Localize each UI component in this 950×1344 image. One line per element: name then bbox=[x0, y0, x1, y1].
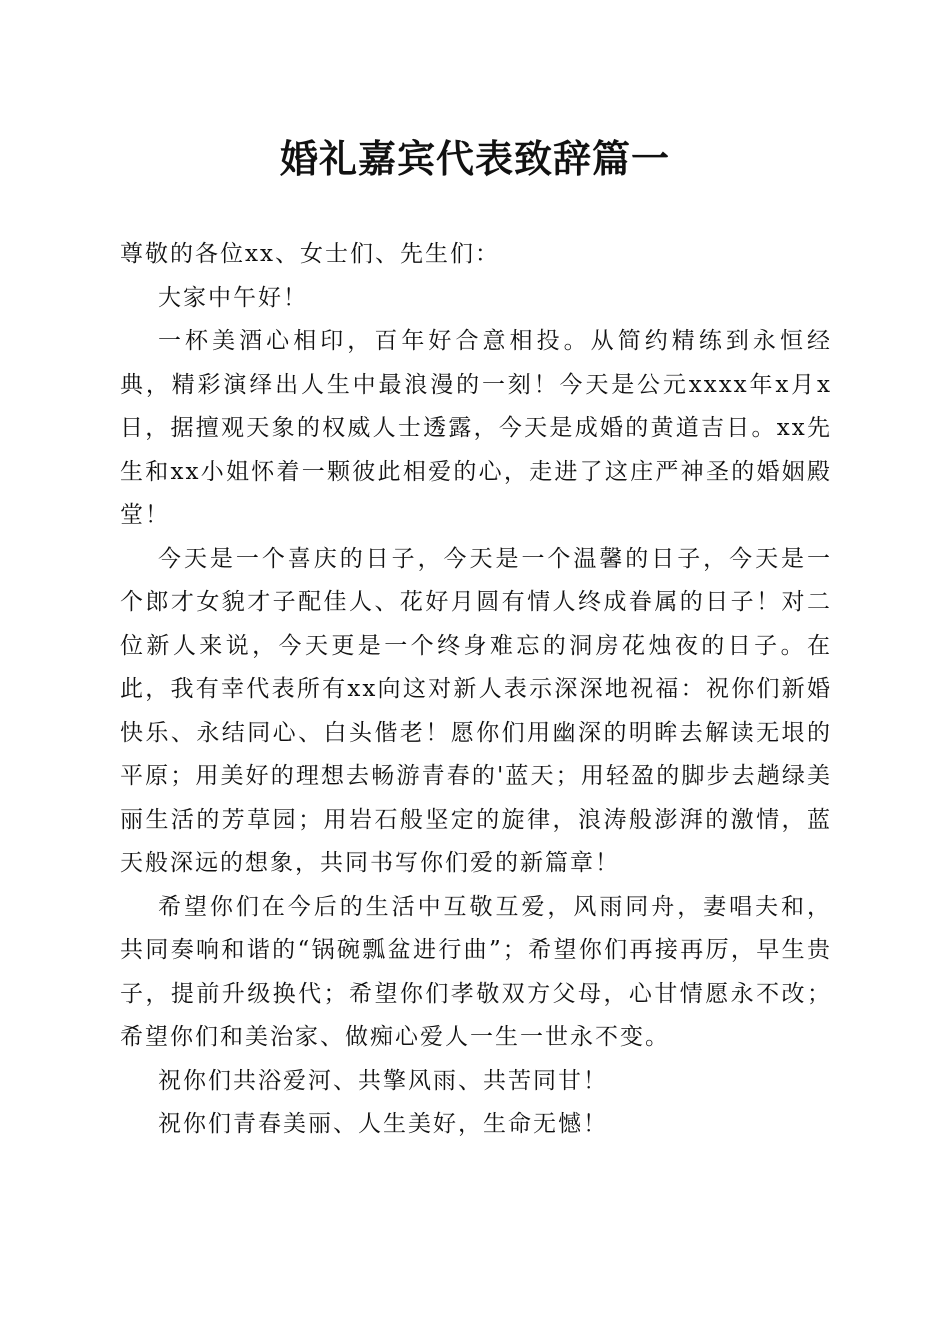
paragraph-opening: 一杯美酒心相印，百年好合意相投。从简约精练到永恒经典，精彩演绎出人生中最浪漫的一刻！今天是公元xxxx年x月x日，据擅观天象的权威人士透露，今天是成婚的黄道吉日。xx先生和xx小姐怀着一颗彼此相爱的心，走进了这庄严神圣的婚姻殿堂！ bbox=[120, 328, 832, 528]
paragraph-hopes: 希望你们在今后的生活中互敬互爱，风雨同舟，妻唱夫和，共同奏响和谐的“锅碗瓢盆进行曲”；希望你们再接再厉，早生贵子，提前升级换代；希望你们孝敬双方父母，心甘情愿永不改；希望你们和美治家、做痴心爱人一生一世永不变。 bbox=[120, 893, 832, 1050]
document-title: 婚礼嘉宾代表致辞篇一 bbox=[279, 136, 670, 181]
salutation: 尊敬的各位xx、女士们、先生们： bbox=[120, 241, 500, 267]
paragraph-wish-1: 祝你们共浴爱河、共擎风雨、共苦同甘！ bbox=[158, 1067, 608, 1094]
paragraph-wish-2: 祝你们青春美丽、人生美好，生命无憾！ bbox=[158, 1111, 608, 1137]
document-body bbox=[120, 233, 832, 1147]
paragraph-blessing: 今天是一个喜庆的日子，今天是一个温馨的日子，今天是一个郎才女貌才子配佳人、花好月圆有情人终成眷属的日子！对二位新人来说，今天更是一个终身难忘的洞房花烛夜的日子。在此，我有幸代表所有xx向这对新人表示深深地祝福：祝你们新婚快乐、永结同心、白头偕老！愿你们用幽深的明眸去解读无垠的平原；用美好的理想去畅游青春的'蓝天；用轻盈的脚步去趟绿美丽生活的芳草园；用岩石般坚定的旋律，浪涛般澎湃的激情，蓝天般深远的想象，共同书写你们爱的新篇章！ bbox=[120, 545, 832, 876]
paragraph-greeting: 大家中午好！ bbox=[158, 284, 308, 311]
